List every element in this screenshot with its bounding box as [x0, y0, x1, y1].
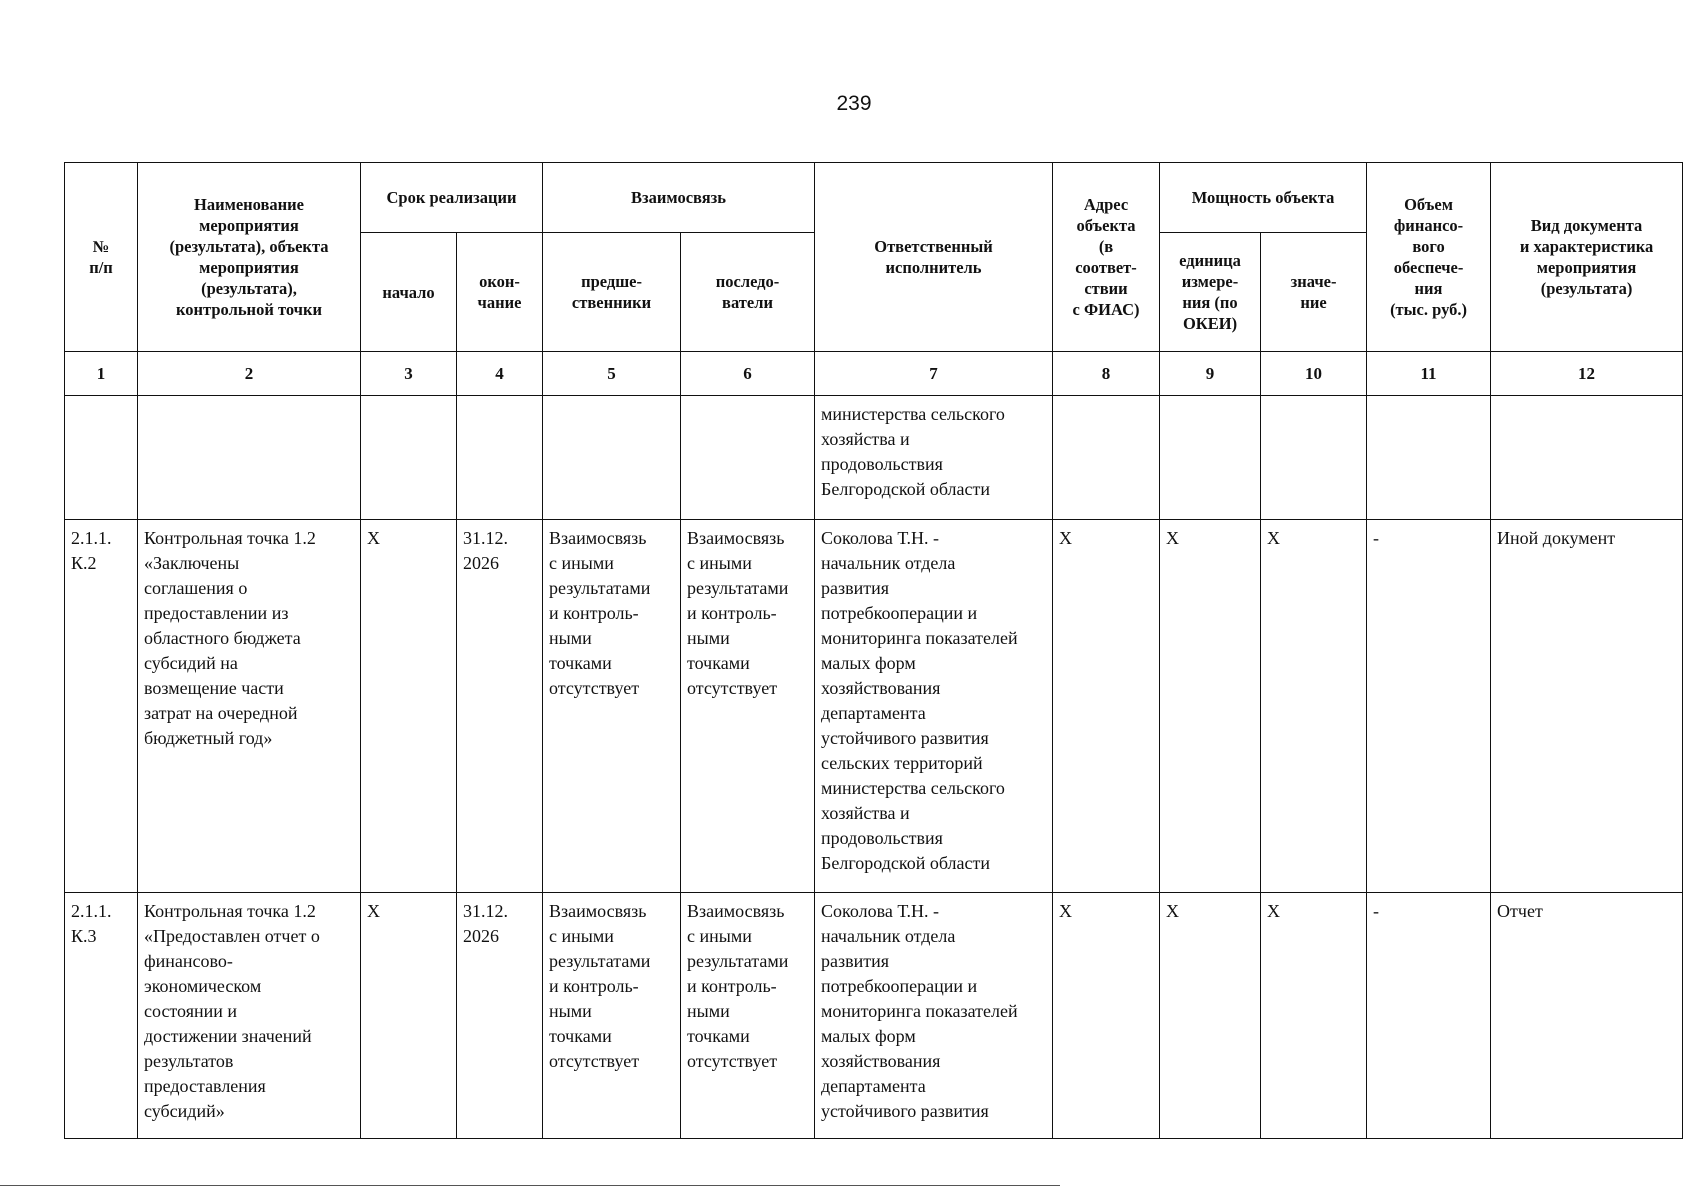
cell-responsible: Соколова Т.Н. - начальник отдела развития потребкооперации и мониторинга показателей малых форм хозяйствования департамента устойчивого развития сельских территорий министерства сельского хозяйства и продовольствия Белгородской области	[815, 520, 1053, 893]
column-number: 3	[361, 352, 457, 396]
cell-start: X	[361, 893, 457, 1139]
table-row	[65, 520, 1683, 893]
header-name: Наименование мероприятия (результата), объекта мероприятия (результата), контрольной точки	[138, 163, 361, 352]
column-number: 4	[457, 352, 543, 396]
header-term: Срок реализации	[361, 163, 543, 233]
column-number: 12	[1491, 352, 1683, 396]
header-term-end: окон- чание	[457, 233, 543, 352]
table-row	[65, 396, 1683, 520]
header-link-predecessors: предше- ственники	[543, 233, 681, 352]
header-address: Адрес объекта (в соответ- ствии с ФИАС)	[1053, 163, 1160, 352]
cell-num	[65, 396, 138, 520]
column-number: 5	[543, 352, 681, 396]
header-responsible: Ответственный исполнитель	[815, 163, 1053, 352]
cell-finance	[1367, 396, 1491, 520]
cell-value: X	[1261, 520, 1367, 893]
cell-value	[1261, 396, 1367, 520]
cell-end: 31.12. 2026	[457, 520, 543, 893]
plan-table	[64, 162, 1683, 1139]
cell-doc: Отчет	[1491, 893, 1683, 1139]
table-row	[65, 893, 1683, 1139]
cell-address	[1053, 396, 1160, 520]
column-number: 6	[681, 352, 815, 396]
cell-num: 2.1.1. К.3	[65, 893, 138, 1139]
column-number: 11	[1367, 352, 1491, 396]
scan-edge-line	[0, 1185, 1060, 1186]
cell-predecessors	[543, 396, 681, 520]
cell-predecessors: Взаимосвязь с иными результатами и контроль- ными точками отсутствует	[543, 520, 681, 893]
header-capacity: Мощность объекта	[1160, 163, 1367, 233]
header-doc-type: Вид документа и характеристика мероприятия (результата)	[1491, 163, 1683, 352]
cell-finance: -	[1367, 520, 1491, 893]
page-number: 239	[836, 92, 872, 115]
header-capacity-value: значе- ние	[1261, 233, 1367, 352]
cell-predecessors: Взаимосвязь с иными результатами и контроль- ными точками отсутствует	[543, 893, 681, 1139]
cell-successors: Взаимосвязь с иными результатами и контроль- ными точками отсутствует	[681, 520, 815, 893]
cell-address: X	[1053, 893, 1160, 1139]
header-link-successors: последо- ватели	[681, 233, 815, 352]
cell-doc: Иной документ	[1491, 520, 1683, 893]
cell-end: 31.12. 2026	[457, 893, 543, 1139]
cell-successors: Взаимосвязь с иными результатами и контроль- ными точками отсутствует	[681, 893, 815, 1139]
header-finance: Объем финансо- вого обеспече- ния (тыс. руб.)	[1367, 163, 1491, 352]
cell-name: Контрольная точка 1.2 «Предоставлен отчет о финансово- экономическом состоянии и достижении значений результатов предоставления субсидий»	[138, 893, 361, 1139]
cell-responsible: Соколова Т.Н. - начальник отдела развития потребкооперации и мониторинга показателей малых форм хозяйствования департамента устойчивого развития	[815, 893, 1053, 1139]
header-term-start: начало	[361, 233, 457, 352]
cell-finance: -	[1367, 893, 1491, 1139]
column-number: 10	[1261, 352, 1367, 396]
header-capacity-unit: единица измере- ния (по ОКЕИ)	[1160, 233, 1261, 352]
header-row-1	[65, 163, 1683, 233]
column-number-row	[65, 352, 1683, 396]
cell-name: Контрольная точка 1.2 «Заключены соглашения о предоставлении из областного бюджета субсидий на возмещение части затрат на очередной бюджетный год»	[138, 520, 361, 893]
cell-successors	[681, 396, 815, 520]
column-number: 9	[1160, 352, 1261, 396]
cell-address: X	[1053, 520, 1160, 893]
cell-doc	[1491, 396, 1683, 520]
cell-num: 2.1.1. К.2	[65, 520, 138, 893]
header-link: Взаимосвязь	[543, 163, 815, 233]
cell-start: X	[361, 520, 457, 893]
cell-name	[138, 396, 361, 520]
cell-responsible: министерства сельского хозяйства и продовольствия Белгородской области	[815, 396, 1053, 520]
column-number: 1	[65, 352, 138, 396]
column-number: 2	[138, 352, 361, 396]
column-number: 7	[815, 352, 1053, 396]
cell-value: X	[1261, 893, 1367, 1139]
cell-end	[457, 396, 543, 520]
header-num: № п/п	[65, 163, 138, 352]
cell-unit: X	[1160, 520, 1261, 893]
cell-unit	[1160, 396, 1261, 520]
cell-unit: X	[1160, 893, 1261, 1139]
cell-start	[361, 396, 457, 520]
column-number: 8	[1053, 352, 1160, 396]
